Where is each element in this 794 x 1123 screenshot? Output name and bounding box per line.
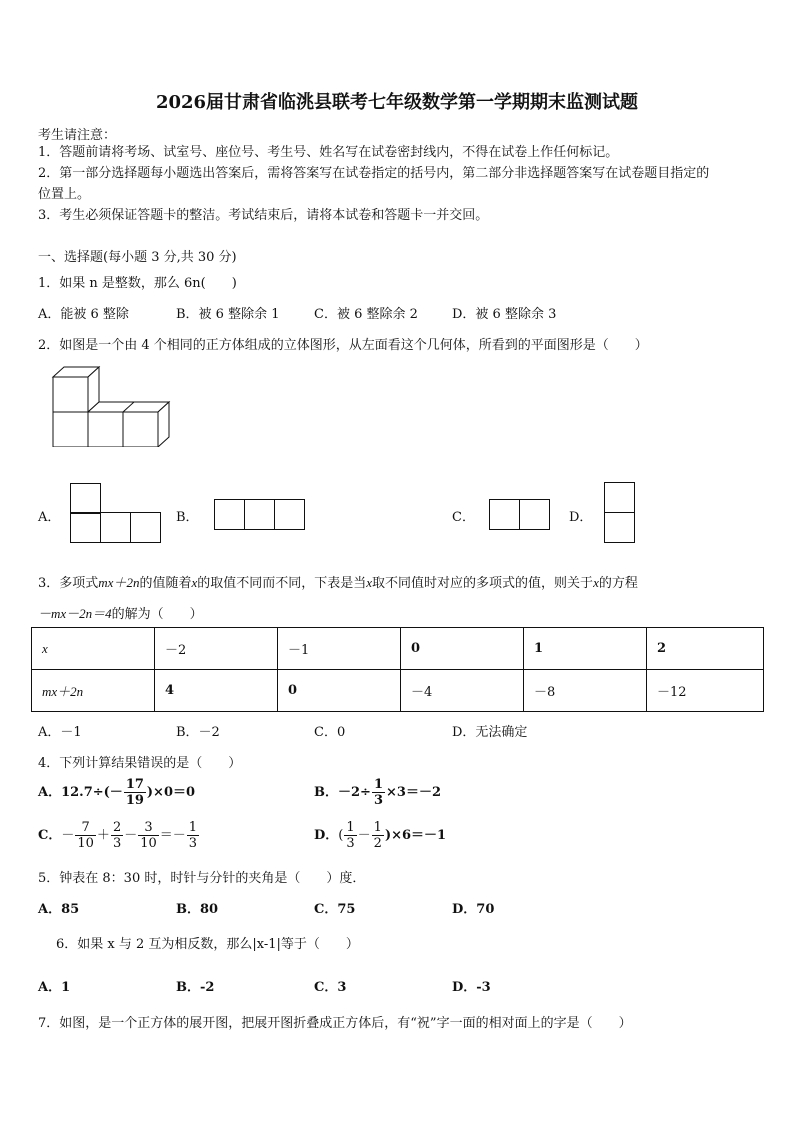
q3-option-a: A．－1 [38,725,82,740]
q2-stem: 2．如图是一个由 4 个相同的正方体组成的立体图形，从左面看这个几何体，所看到的平面图形是（ ） [38,338,648,353]
q4-option-d: D．( $\frac{1}{3}$ － $\frac{1}{2}$ )×6＝－1 [314,820,447,851]
q5-option-b: B．80 [176,902,219,917]
q2-option-d-label: D． [569,510,593,525]
q6-option-d: D．-3 [452,980,491,995]
q5-option-c: C．75 [314,902,356,917]
q1-option-a: A．能被 6 整除 [38,307,129,322]
table-row: mx＋2n 4 0 －4 －8 －12 [32,670,764,712]
q3-option-b: B．－2 [176,725,220,740]
q5-option-a: A．85 [38,902,80,917]
q6-stem: 6．如果 x 与 2 互为相反数，那么|x-1|等于（ ） [56,937,359,952]
q3-value-table [31,627,764,712]
q6-option-c: C．3 [314,980,347,995]
q1-stem: 1．如果 n 是整数，那么 6n( ) [38,276,237,291]
q2-option-a-label: A． [38,510,61,525]
notice-item-1: 1．答题前请将考场、试室号、座位号、考生号、姓名写在试卷密封线内，不得在试卷上作任何标记。 [38,145,619,160]
table-row: x －2 －1 0 1 2 [32,628,764,670]
q7-stem: 7．如图，是一个正方体的展开图，把展开图折叠成正方体后，有“祝”字一面的相对面上的字是（ ） [38,1016,632,1031]
q1-option-b: B．被 6 整除余 1 [176,307,280,322]
q4-stem: 4．下列计算结果错误的是（ ） [38,756,242,771]
notice-item-2-cont: 位置上。 [38,187,91,202]
section-heading: 一、选择题(每小题 3 分,共 30 分) [38,250,237,265]
q4-option-a: A．12.7÷(－ $\frac{17}{19}$ )×0＝0 [38,777,196,808]
notice-header: 考生请注意： [38,128,117,143]
q4-option-b: B．－2÷ $\frac{1}{3}$ ×3＝－2 [314,777,441,808]
notice-item-2: 2．第一部分选择题每小题选出答案后，需将答案写在试卷指定的括号内，第二部分非选择题答案写在试卷题目指定的 [38,166,710,181]
q3-stem-line1: 3．多项式mx＋2n的值随着x的取值不同而不同，下表是当x取不同值时对应的多项式的值，则关于x的方程 [38,575,638,591]
q6-option-a: A．1 [38,980,71,995]
q5-stem: 5．钟表在 8：30 时，时针与分针的夹角是（ ）度． [38,871,366,886]
q2-solid-figure [48,365,172,447]
q4-option-c: C．－ $\frac{7}{10}$ ＋ $\frac{2}{3}$ － $\frac{3}{10}$ ＝－ $\frac{1}{3}$ [38,820,198,851]
q2-option-b-label: B． [176,510,199,525]
q5-option-d: D．70 [452,902,495,917]
page-title: 2026届甘肃省临洮县联考七年级数学第一学期期末监测试题 [155,92,639,113]
notice-item-3: 3．考生必须保证答题卡的整洁。考试结束后，请将本试卷和答题卡一并交回。 [38,208,489,223]
q1-option-c: C．被 6 整除余 2 [314,307,418,322]
q3-option-c: C．0 [314,725,346,740]
q3-option-d: D．无法确定 [452,725,528,740]
q1-option-d: D．被 6 整除余 3 [452,307,557,322]
q6-option-b: B．-2 [176,980,215,995]
q2-option-c-label: C． [452,510,475,525]
q3-stem-line2: －mx－2n＝4的解为（ ） [38,606,203,622]
